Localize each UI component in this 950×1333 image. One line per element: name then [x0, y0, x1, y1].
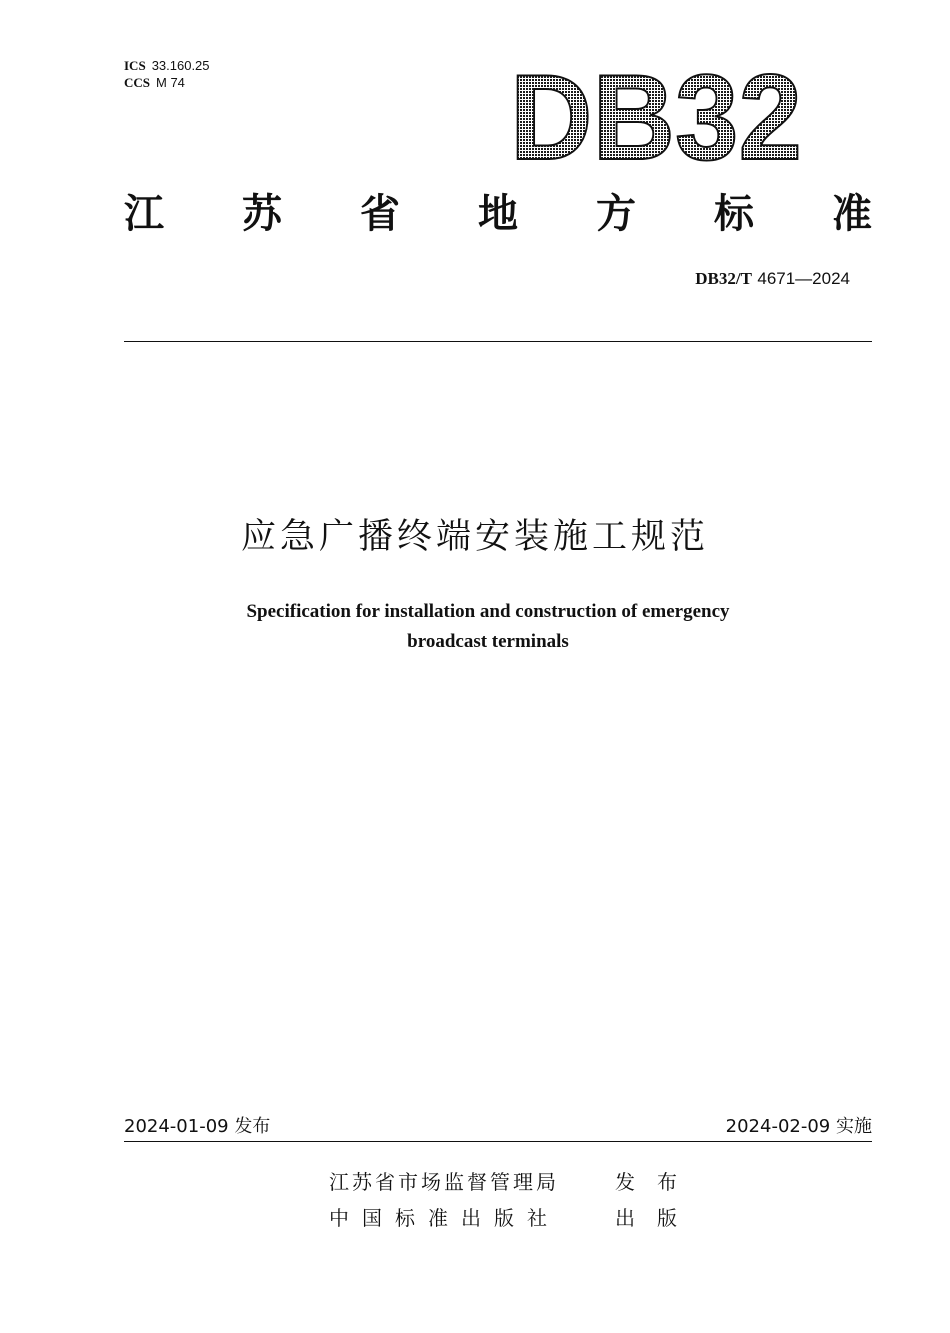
db32-logo-text: DB32: [510, 55, 802, 175]
title-english-line: Specification for installation and construction of emergency: [246, 601, 730, 622]
publisher-action: 发布: [615, 1170, 699, 1194]
org-char: 准: [832, 191, 872, 237]
publisher-row: [329, 1168, 699, 1196]
ccs-code: [124, 75, 210, 92]
org-char: 地: [478, 191, 518, 237]
org-char: 标: [714, 191, 754, 237]
publisher-name: 江苏省市场监督管理局: [329, 1170, 559, 1194]
classification-codes: [124, 58, 210, 92]
publisher-action: 出版: [615, 1206, 699, 1230]
bottom-divider: [124, 1141, 872, 1142]
implement-date: 2024-02-09 实施: [725, 1116, 872, 1137]
ccs-label: CCS: [124, 75, 151, 90]
top-divider: [124, 341, 872, 342]
org-char: 苏: [242, 191, 282, 237]
org-char: 江: [124, 191, 164, 237]
ics-label: ICS: [124, 58, 146, 73]
publisher-row: [329, 1204, 699, 1232]
org-name: [124, 188, 872, 240]
publisher-name: 中国标准出版社: [329, 1206, 560, 1230]
ccs-value: M 74: [156, 75, 185, 90]
title-english-line: broadcast terminals: [407, 631, 569, 652]
title-chinese: 应急广播终端安装施工规范: [240, 517, 709, 557]
issue-date: 2024-01-09 发布: [124, 1116, 271, 1137]
org-char: 方: [596, 191, 636, 237]
standard-code: 4671—2024: [757, 269, 850, 288]
db32-logo: [508, 55, 808, 175]
standard-prefix: DB32/T: [695, 269, 752, 288]
ics-code: [124, 58, 210, 75]
standard-number: [695, 268, 850, 290]
title-english: [150, 597, 826, 657]
ics-value: 33.160.25: [151, 58, 210, 73]
org-char: 省: [360, 191, 400, 237]
